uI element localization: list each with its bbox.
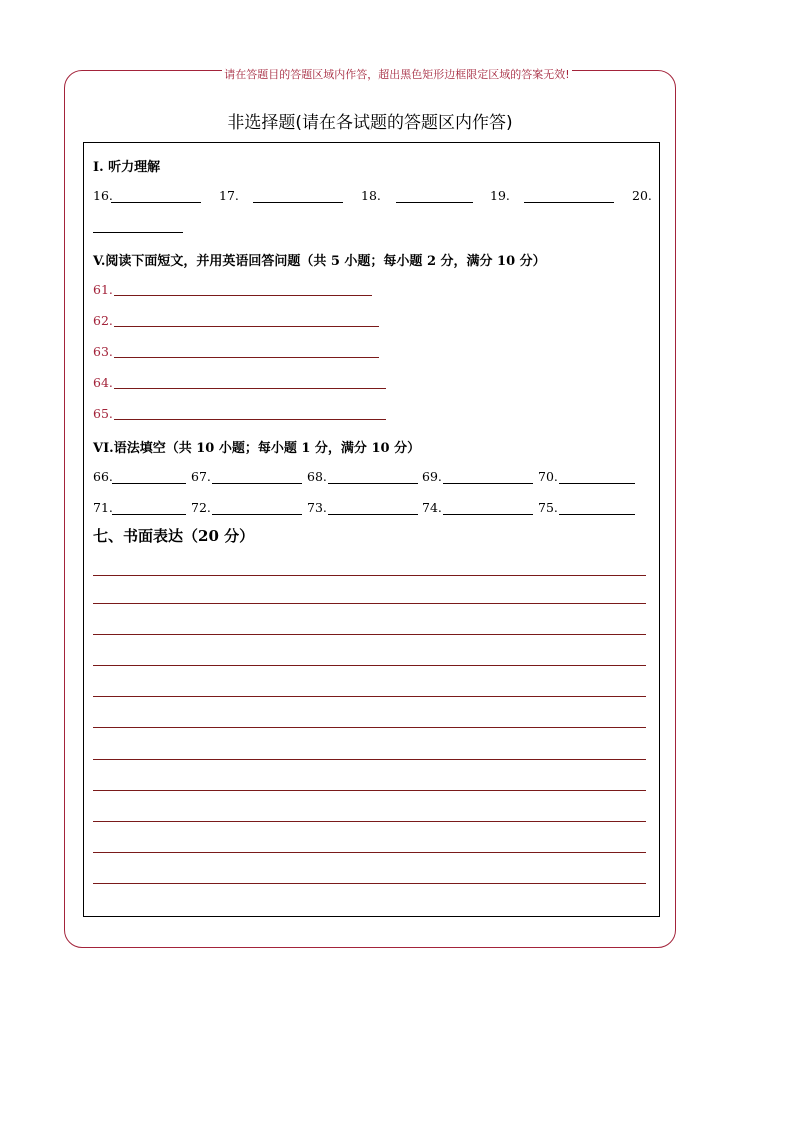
writing-heading: 七、书面表达（20 分） [93, 527, 255, 545]
q17-answer-blank[interactable] [253, 202, 343, 203]
writing-line[interactable] [93, 821, 646, 822]
q20-label: 20. [632, 188, 652, 203]
writing-line[interactable] [93, 852, 646, 853]
writing-line[interactable] [93, 603, 646, 604]
writing-line[interactable] [93, 759, 646, 760]
writing-line[interactable] [93, 696, 646, 697]
q18-answer-blank[interactable] [396, 202, 473, 203]
q75-label: 75. [538, 500, 558, 515]
writing-line[interactable] [93, 575, 646, 576]
reading-heading: V.阅读下面短文，并用英语回答问题（共 5 小题；每小题 2 分，满分 10 分） [93, 254, 546, 269]
q18-label: 18. [361, 188, 381, 203]
q61-label: 61. [93, 282, 113, 297]
q62-label: 62. [93, 313, 113, 328]
listening-heading: I. 听力理解 [93, 160, 161, 175]
q61-answer-blank[interactable] [114, 295, 372, 296]
q67-label: 67. [191, 469, 211, 484]
q70-answer-blank[interactable] [559, 483, 635, 484]
q75-answer-blank[interactable] [559, 514, 635, 515]
q68-answer-blank[interactable] [328, 483, 418, 484]
q68-label: 68. [307, 469, 327, 484]
q66-label: 66. [93, 469, 113, 484]
q69-answer-blank[interactable] [443, 483, 533, 484]
q74-label: 74. [422, 500, 442, 515]
q69-label: 69. [422, 469, 442, 484]
q71-label: 71. [93, 500, 113, 515]
section-title: 非选择题(请在各试题的答题区内作答) [227, 113, 513, 133]
q64-label: 64. [93, 375, 113, 390]
writing-line[interactable] [93, 665, 646, 666]
writing-line[interactable] [93, 634, 646, 635]
q70-label: 70. [538, 469, 558, 484]
q20-answer-blank[interactable] [93, 232, 183, 233]
q17-label: 17. [219, 188, 239, 203]
writing-line[interactable] [93, 727, 646, 728]
q65-label: 65. [93, 406, 113, 421]
q74-answer-blank[interactable] [443, 514, 533, 515]
q66-answer-blank[interactable] [112, 483, 186, 484]
q65-answer-blank[interactable] [114, 419, 386, 420]
warning-notice: 请在答题目的答题区域内作答，超出黑色矩形边框限定区域的答案无效! [224, 68, 570, 81]
q19-answer-blank[interactable] [524, 202, 614, 203]
q63-answer-blank[interactable] [114, 357, 379, 358]
q72-label: 72. [191, 500, 211, 515]
q19-label: 19. [490, 188, 510, 203]
q71-answer-blank[interactable] [112, 514, 186, 515]
q63-label: 63. [93, 344, 113, 359]
writing-line[interactable] [93, 883, 646, 884]
writing-line[interactable] [93, 790, 646, 791]
q73-answer-blank[interactable] [328, 514, 418, 515]
q16-answer-blank[interactable] [111, 202, 201, 203]
q67-answer-blank[interactable] [212, 483, 302, 484]
grammar-heading: VI.语法填空（共 10 小题；每小题 1 分，满分 10 分） [93, 441, 421, 456]
q64-answer-blank[interactable] [114, 388, 386, 389]
q73-label: 73. [307, 500, 327, 515]
q16-label: 16. [93, 188, 113, 203]
q72-answer-blank[interactable] [212, 514, 302, 515]
q62-answer-blank[interactable] [114, 326, 379, 327]
